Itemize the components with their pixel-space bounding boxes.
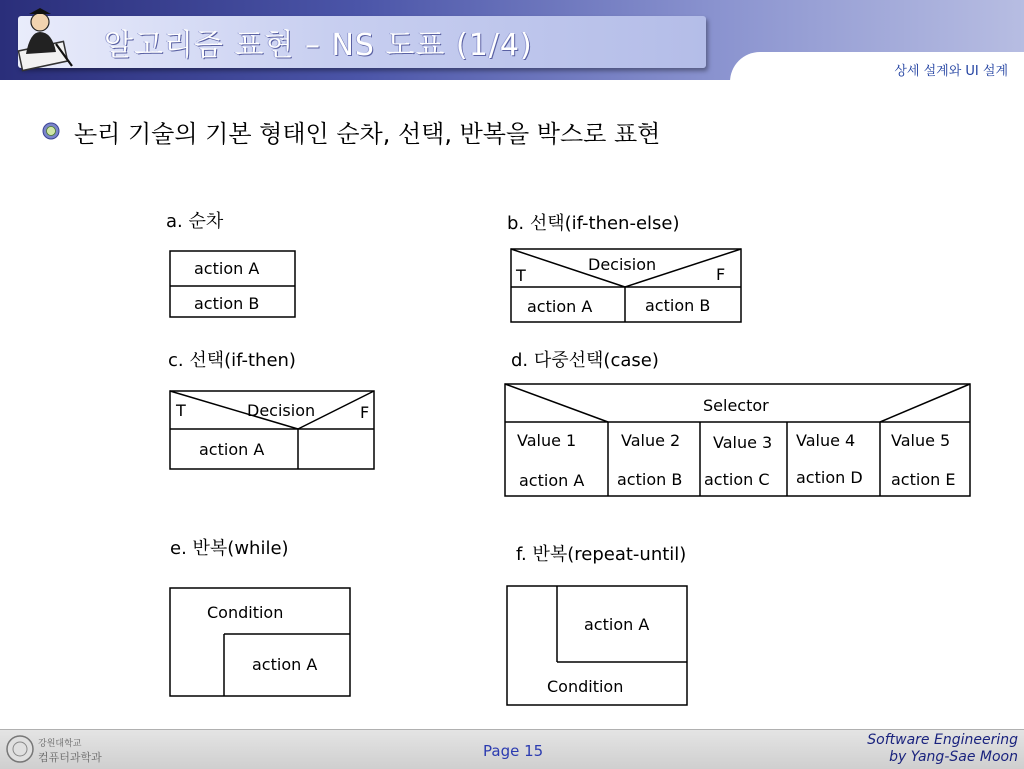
diagram-c-false-label: F (360, 403, 370, 422)
diagram-a-action-a: action A (194, 259, 260, 278)
diagram-a-caption: a. 순차 (166, 211, 224, 232)
diagram-d-action-b: action B (617, 470, 683, 489)
diagram-d-value-1: Value 1 (517, 431, 577, 450)
diagram-e-action-a: action A (252, 655, 318, 674)
diagram-b-false-label: F (716, 265, 726, 284)
diagram-e-caption: e. 반복(while) (170, 538, 289, 559)
diagram-d-caption: d. 다중선택(case) (511, 350, 659, 371)
bullet-text: 논리 기술의 기본 형태인 순차, 선택, 반복을 박스로 표현 (74, 120, 661, 148)
diagram-d-action-c: action C (704, 470, 770, 489)
diagram-d-selector: Selector (703, 396, 769, 415)
diagram-f-action-a: action A (584, 615, 650, 634)
diagram-d-diag-right (880, 384, 970, 422)
diagram-d-value-3: Value 3 (713, 433, 773, 452)
diagram-b-true-label: T (516, 266, 526, 285)
diagram-d-action-d: action D (796, 468, 863, 487)
diagram-d-value-4: Value 4 (796, 431, 856, 450)
diagram-c-true-label: T (176, 401, 186, 420)
diagram-c-decision: Decision (247, 401, 316, 420)
diagram-c-action-a: action A (199, 440, 265, 459)
page-number: Page 15 (483, 742, 544, 760)
diagram-d-diag-left (505, 384, 608, 422)
diagram-e-condition: Condition (207, 603, 284, 622)
university-logo (4, 733, 104, 765)
diagram-f-caption: f. 반복(repeat-until) (516, 544, 687, 565)
diagram-d-action-e: action E (891, 470, 956, 489)
diagram-d-value-5: Value 5 (891, 431, 951, 450)
university-name: 강원대학교 (38, 739, 82, 749)
diagram-c-caption: c. 선택(if-then) (168, 350, 296, 371)
diagram-f-condition: Condition (547, 677, 624, 696)
section-subtitle: 상세 설계와 UI 설계 (894, 64, 1008, 79)
diagram-b-action-a: action A (527, 297, 593, 316)
credit-course: Software Engineering (867, 732, 1018, 748)
diagram-d-action-a: action A (519, 471, 585, 490)
diagram-b-caption: b. 선택(if-then-else) (507, 213, 680, 234)
diagram-b-decision: Decision (588, 255, 657, 274)
credit-author: by Yang-Sae Moon (889, 749, 1018, 765)
page-title: 알고리즘 표현 – NS 도표 (1/4) (104, 28, 533, 63)
diagram-d-value-2: Value 2 (621, 431, 681, 450)
department-name: 컴퓨터과학과 (38, 751, 102, 764)
diagram-b-action-b: action B (645, 296, 711, 315)
diagram-a-action-b: action B (194, 294, 260, 313)
